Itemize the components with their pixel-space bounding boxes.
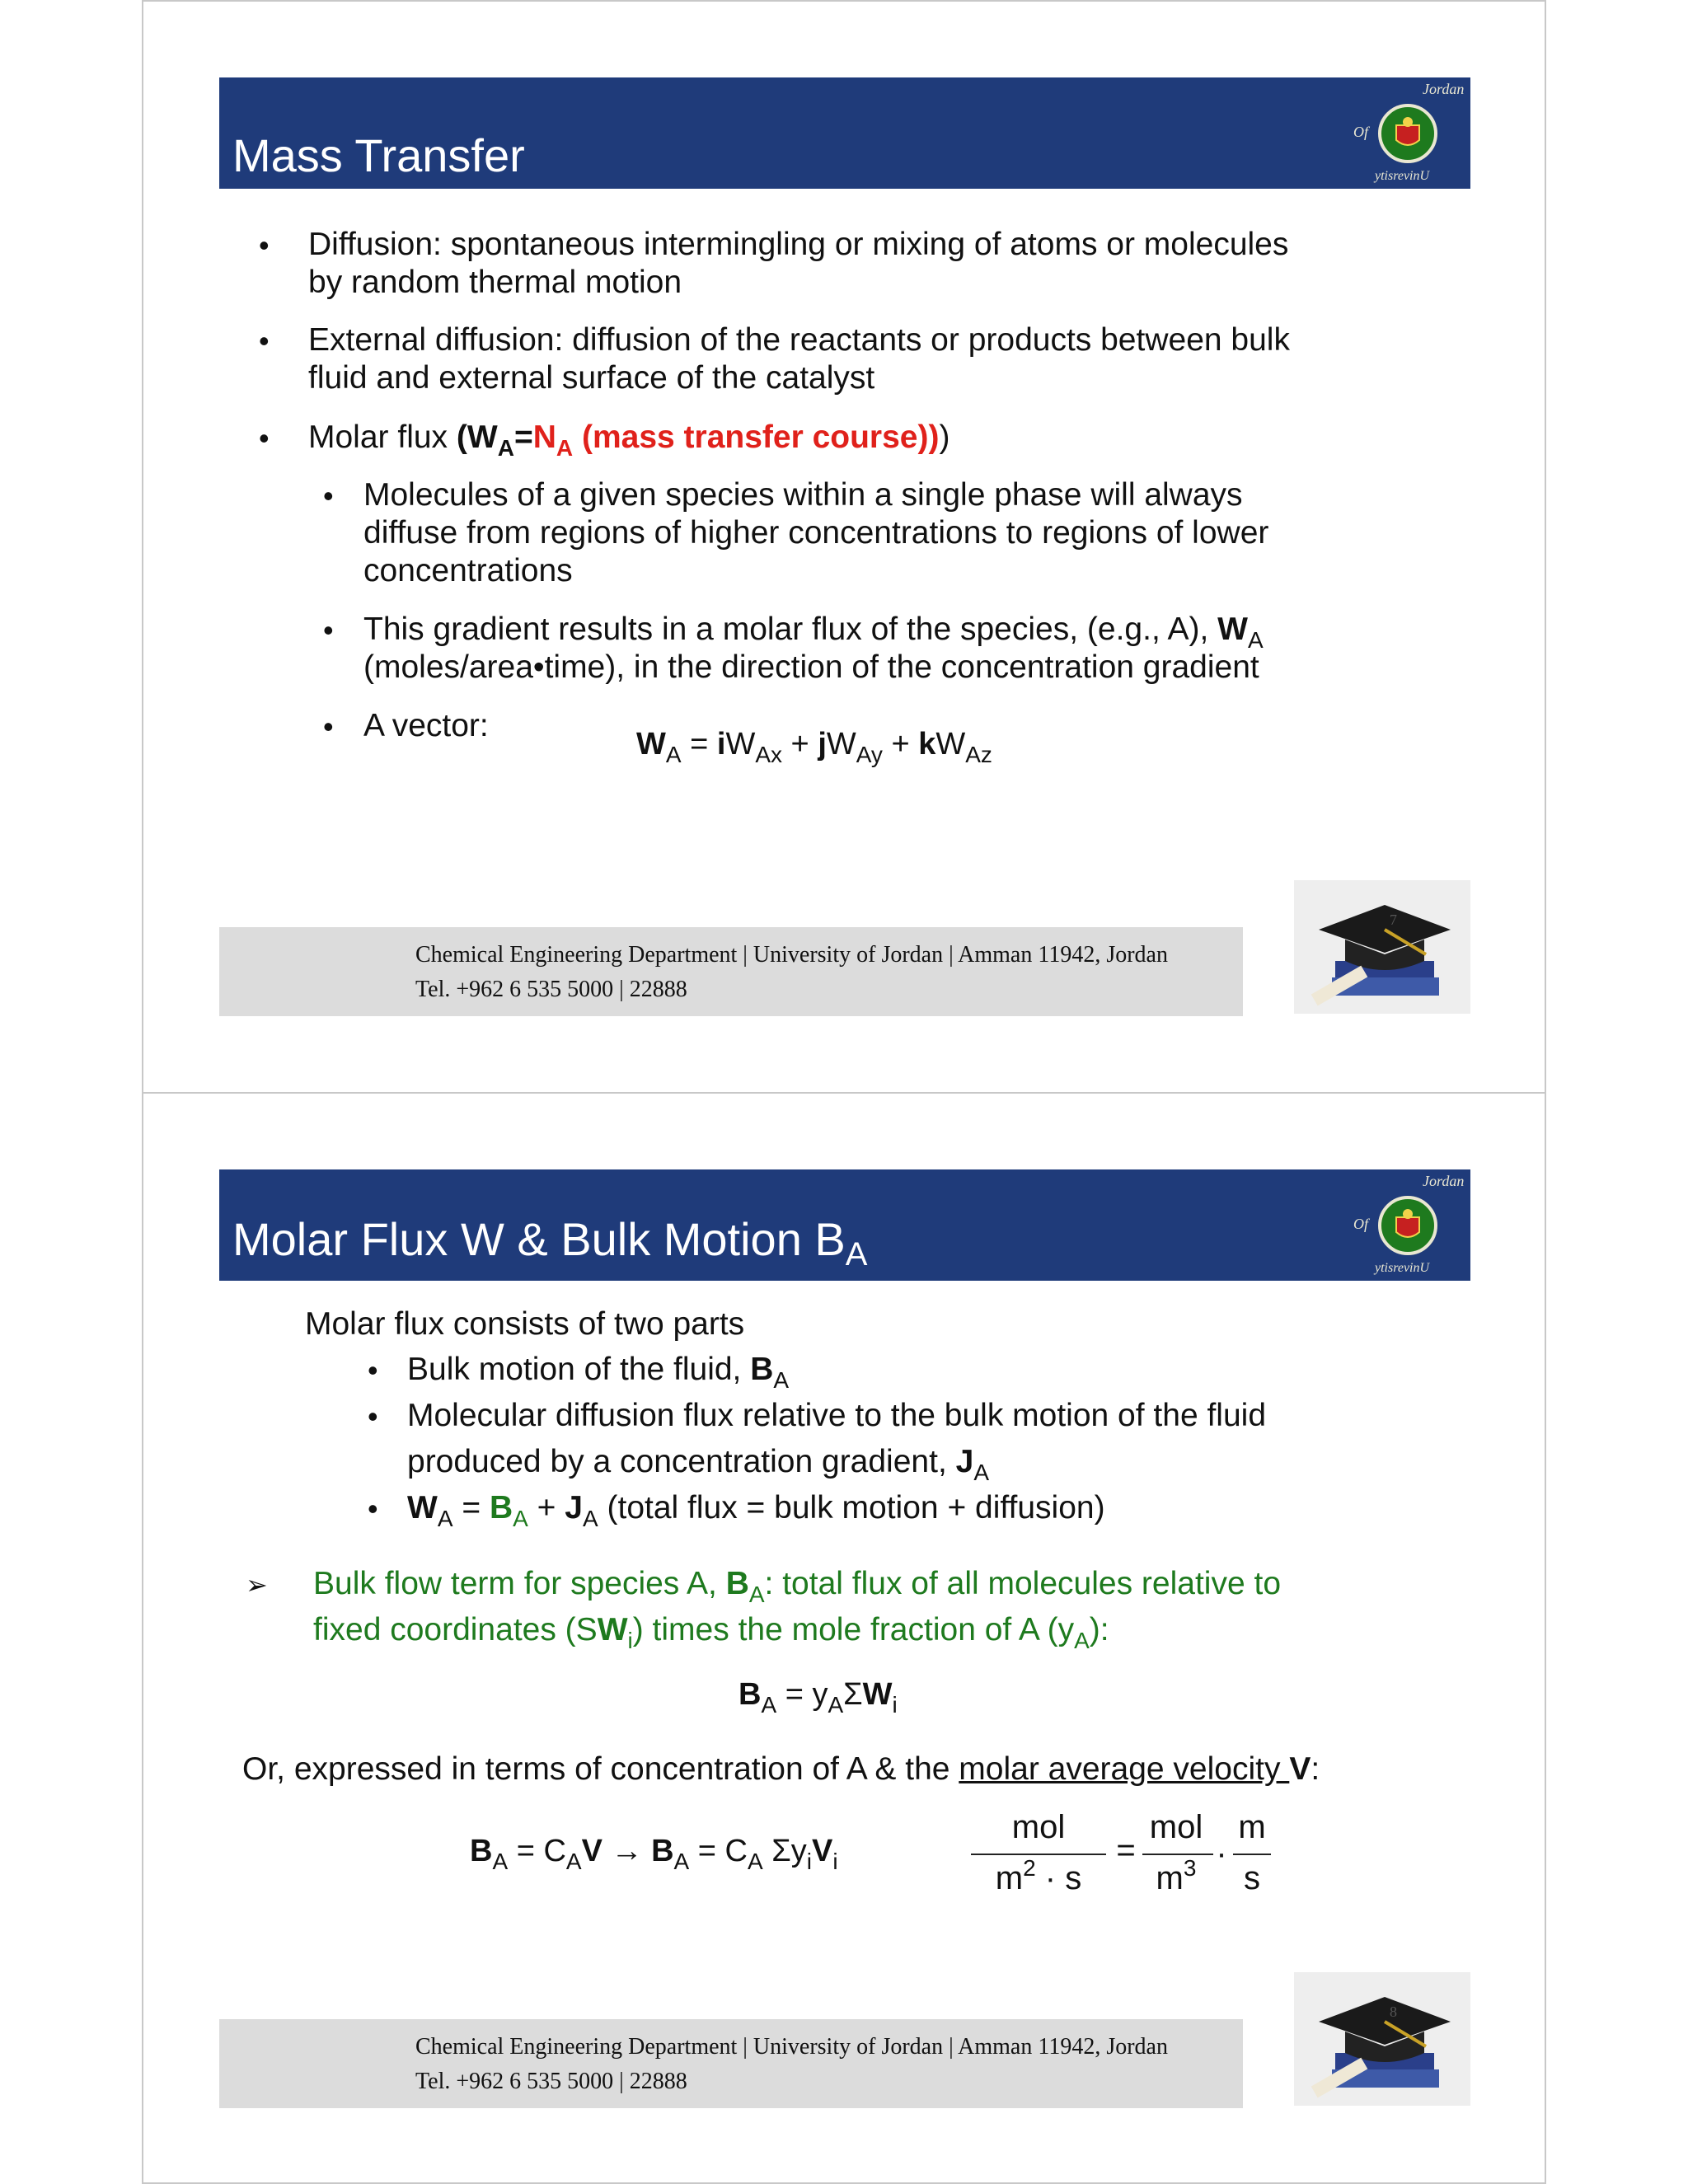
fraction-bar: [971, 1854, 1106, 1855]
bulk-equation: $B_A = y_A\Sigma W_i$: [738, 1677, 898, 1718]
sub-bullet-1-line-1: Molecules of a given species within a single phase will always: [363, 477, 1243, 513]
footer-line-2: Tel. +962 6 535 5000 | 22888: [415, 977, 687, 1002]
graduation-cap-icon: [1294, 1972, 1470, 2106]
slide-7: [142, 0, 1546, 1094]
page-number: 8: [1390, 2004, 1397, 2020]
bullet-dot: •: [259, 324, 270, 358]
page-number: 7: [1390, 912, 1397, 928]
units-num-1: mol: [1011, 1809, 1066, 1845]
intro-line: Molar flux consists of two parts: [305, 1306, 745, 1342]
university-logo-icon: [1350, 1171, 1465, 1278]
units-den-1: $m^2 \cdot s$: [995, 1855, 1082, 1896]
sub-bullet-dot: •: [323, 479, 334, 513]
part-2-line-1: Molecular diffusion flux relative to the bulk motion of the fluid: [407, 1398, 1267, 1433]
university-logo-icon: [1350, 79, 1465, 186]
arrow-bullet-icon: ➢: [246, 1570, 268, 1600]
part-3: $W_A = B_A + J_A$ (total flux = bulk motion + diffusion): [407, 1490, 1105, 1531]
sub-bullet-2-line-1: This gradient results in a molar flux of the species, (e.g., A), $W_A$: [363, 612, 1264, 653]
sub-bullet-dot: •: [323, 710, 334, 743]
footer-line-2: Tel. +962 6 535 5000 | 22888: [415, 2069, 687, 2094]
velocity-equation: $B_A = C_AV \to B_A = C_A$ $\Sigma y_iV_i$: [470, 1834, 838, 1874]
svg-text:Jordan: Jordan: [1423, 1173, 1465, 1189]
bulk-line-2: fixed coordinates $(SW_i)$ times the mole fraction of A $(y_A)$:: [313, 1612, 1109, 1653]
slide-title: Mass Transfer: [232, 129, 525, 181]
svg-text:Jordan: Jordan: [1423, 81, 1465, 97]
bulk-line-1: Bulk flow term for species A, $B_A$: total flux of all molecules relative to: [313, 1566, 1282, 1607]
sub-bullet-2-line-2: (moles/area•time), in the direction of the concentration gradient: [363, 649, 1259, 685]
sub-bullet-3-label: A vector:: [363, 708, 489, 743]
vector-equation: $W_A = iW_{Ax} + jW_{Ay} + kW_{Az}$: [636, 727, 992, 767]
svg-text:Of: Of: [1353, 1216, 1368, 1232]
svg-text:Of: Of: [1353, 124, 1368, 140]
footer-bar: [219, 2019, 1243, 2108]
svg-text:ytisrevinU: ytisrevinU: [1375, 1261, 1430, 1275]
sub-bullet-1-line-2: diffuse from regions of higher concentrations to regions of lower: [363, 515, 1269, 551]
bullet-2-line-1: External diffusion: diffusion of the reactants or products between bulk: [308, 322, 1290, 358]
molar-flux-line: Molar flux ($W_A=N_A$ (mass transfer course))): [308, 419, 950, 461]
graduation-cap-icon: [1294, 880, 1470, 1014]
units-num-2: mol: [1149, 1809, 1203, 1845]
bullet-dot: •: [259, 228, 270, 262]
footer-line-1: Chemical Engineering Department | University of Jordan | Amman 11942, Jordan: [415, 2034, 1168, 2060]
slide-title: Molar Flux W & Bulk Motion $B_A$: [232, 1213, 868, 1272]
svg-text:ytisrevinU: ytisrevinU: [1375, 169, 1430, 183]
fraction-bar: [1233, 1854, 1271, 1855]
sub-bullet-1-line-3: concentrations: [363, 553, 573, 588]
part-2-line-2: produced by a concentration gradient, $J_A$: [407, 1444, 989, 1485]
title-bar: [219, 77, 1470, 189]
footer-line-1: Chemical Engineering Department | University of Jordan | Amman 11942, Jordan: [415, 942, 1168, 968]
units-den-2: $m^3$: [1156, 1855, 1197, 1896]
bullet-2-line-2: fluid and external surface of the catalyst: [308, 360, 875, 396]
bullet-1-line-2: by random thermal motion: [308, 265, 682, 300]
sub-bullet-dot: •: [368, 1492, 378, 1526]
fraction-bar: [1142, 1854, 1213, 1855]
express-line: Or, expressed in terms of concentration of A & the molar average velocity V:: [242, 1751, 1320, 1787]
units-num-3: m: [1238, 1809, 1266, 1845]
footer-bar: [219, 927, 1243, 1016]
title-bar: [219, 1169, 1470, 1281]
units-dot: ·: [1216, 1835, 1227, 1872]
sub-bullet-dot: •: [368, 1399, 378, 1433]
units-den-3: s: [1244, 1860, 1260, 1896]
sub-bullet-dot: •: [323, 613, 334, 647]
part-1: Bulk motion of the fluid, $B_A$: [407, 1352, 790, 1393]
units-equals: =: [1116, 1832, 1136, 1868]
bullet-1-line-1: Diffusion: spontaneous intermingling or mixing of atoms or molecules: [308, 227, 1289, 262]
bullet-dot: •: [259, 421, 270, 455]
sub-bullet-dot: •: [368, 1353, 378, 1387]
slide-8: [142, 1092, 1546, 2184]
